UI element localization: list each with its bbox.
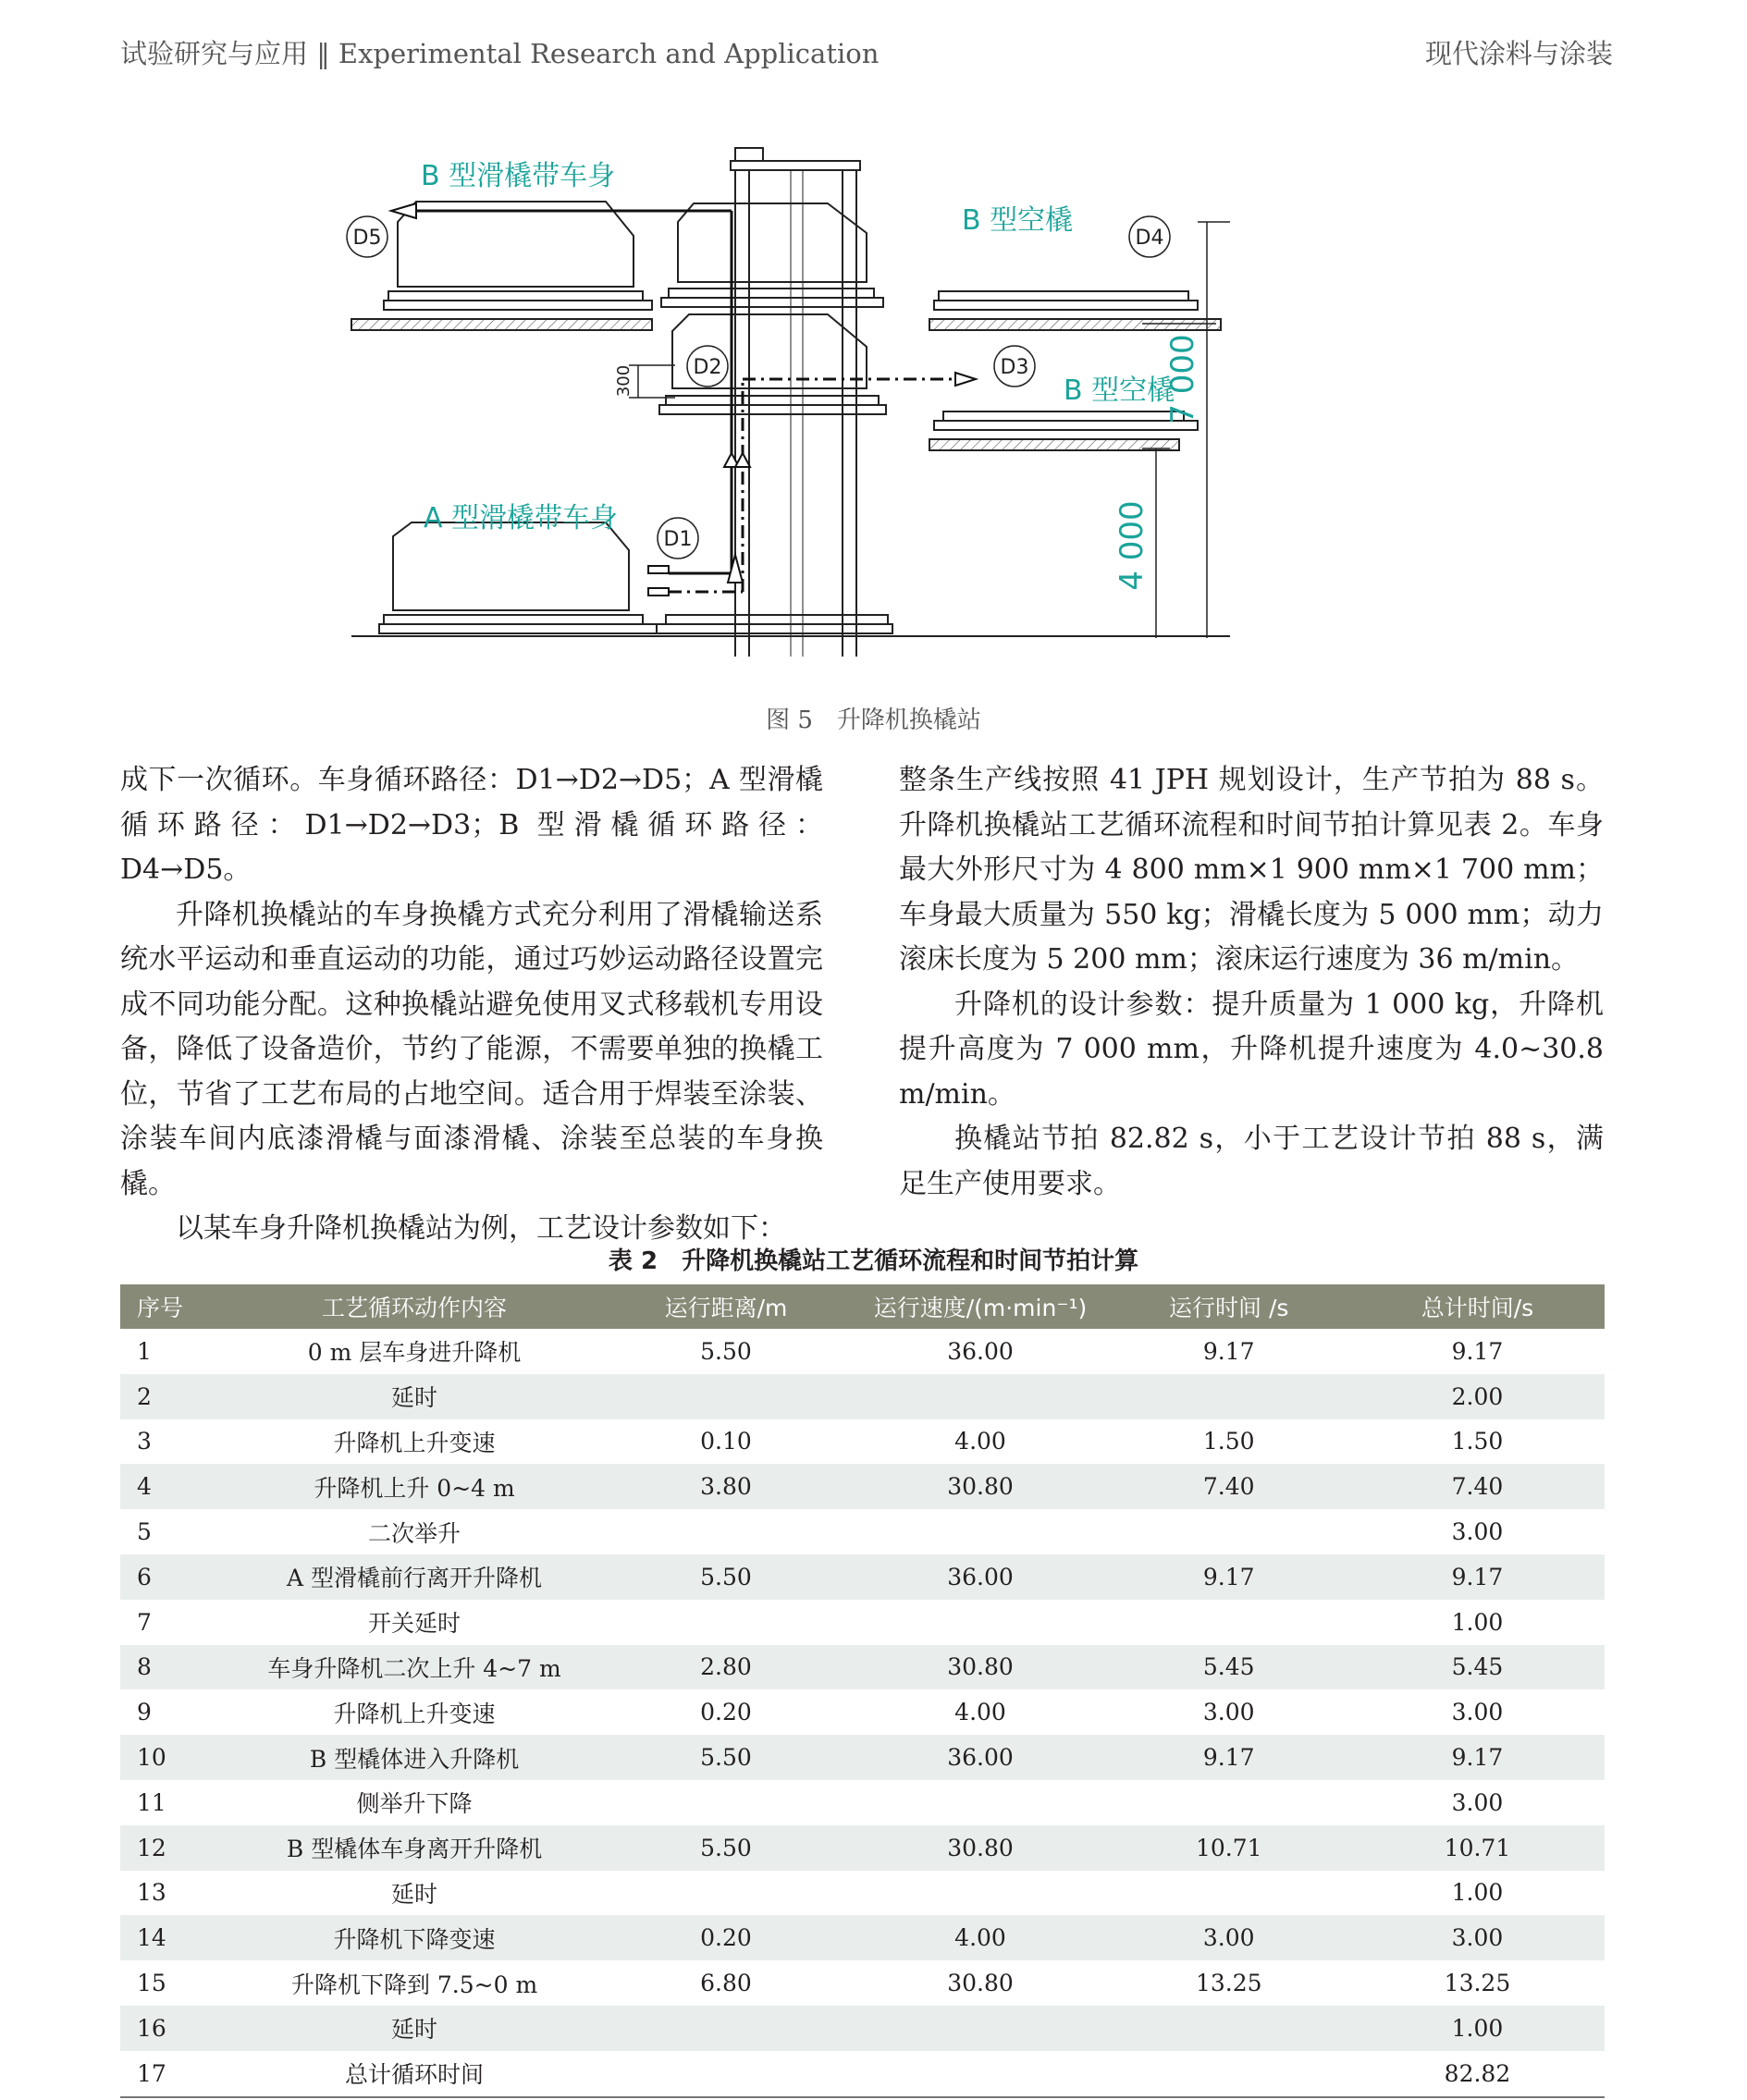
- table-row: [120, 1689, 1605, 1735]
- table-cell: 9: [137, 1699, 152, 1726]
- table-cell: 1.00: [1350, 2006, 1605, 2051]
- table-cell: 36.00: [947, 1337, 1014, 1365]
- table-cell: 升降机上升变速: [333, 1429, 496, 1456]
- table-cell: B 型橇体进入升降机: [230, 1735, 599, 1780]
- table-cell: 8: [120, 1645, 230, 1690]
- table-row: [120, 2006, 1605, 2051]
- dim-7000: 7 000: [1164, 334, 1201, 424]
- table-cell: [598, 2051, 853, 2097]
- dim-4000: 4 000: [1113, 500, 1150, 591]
- table-cell: 10.71: [1108, 1825, 1350, 1871]
- table-cell: 9.17: [1108, 1554, 1350, 1600]
- table-row: [120, 1600, 1605, 1645]
- table-row: [120, 1554, 1605, 1600]
- table-cell: 4: [120, 1464, 230, 1509]
- table-cell: 12: [120, 1825, 230, 1871]
- table-cell: 0.20: [598, 1915, 853, 1960]
- table-cell: 36.00: [854, 1554, 1108, 1600]
- table-cell: 3.00: [1451, 1699, 1504, 1726]
- table-cell: [1108, 1600, 1350, 1645]
- table-row: [120, 1419, 1605, 1465]
- table-cell: [854, 1871, 1108, 1916]
- table-row: [120, 1645, 1605, 1690]
- table-cell: 侧举升下降: [356, 1790, 473, 1818]
- table-cell: 10: [120, 1735, 230, 1780]
- svg-text:D1: D1: [663, 528, 693, 551]
- table-cell: 3.00: [1202, 1699, 1255, 1726]
- body-text-right-column: [899, 758, 1604, 1207]
- table-cell: [854, 1780, 1108, 1825]
- label-b-sled-body: B 型滑橇带车身: [421, 160, 616, 192]
- table-cell: [1108, 2006, 1350, 2051]
- table-cell: 1.00: [1451, 1879, 1504, 1907]
- label-b-empty-top: B 型空橇: [962, 204, 1074, 237]
- table-cell: [598, 1780, 853, 1825]
- table-cell: 2.80: [598, 1645, 853, 1690]
- node-d1: [658, 518, 698, 559]
- elevator-sled-exchange-diagram: [328, 129, 1309, 675]
- table-cell: 0.10: [700, 1428, 752, 1455]
- table-cell: 7.40: [1108, 1464, 1350, 1509]
- table-row: [120, 1374, 1605, 1419]
- table-cell: 9.17: [1202, 1337, 1255, 1365]
- table-cell: 0.20: [700, 1699, 752, 1726]
- table-cell: 1: [137, 1337, 152, 1365]
- table-cell: 13.25: [1195, 1970, 1262, 1997]
- table-cell: 4.00: [954, 1428, 1006, 1455]
- table-cell: 82.82: [1350, 2051, 1605, 2097]
- table-cell: 6.80: [700, 1970, 752, 1997]
- table-cell: 3.00: [1451, 1518, 1504, 1546]
- table-cell: 总计循环时间: [230, 2051, 599, 2097]
- table-cell: 5.45: [1108, 1645, 1350, 1690]
- svg-text:D3: D3: [1000, 356, 1029, 379]
- table-cell: 1.00: [1451, 1608, 1504, 1636]
- table-cell: [854, 1509, 1108, 1554]
- table-cell: [1108, 1871, 1350, 1916]
- table-header-row: [120, 1284, 1605, 1329]
- table-cell: [598, 1374, 853, 1419]
- paragraph: 整条生产线按照 41 JPH 规划设计，生产节拍为 88 s。升降机换橇站工艺循环流程和时间节拍计算见表 2。车身最大外形尺寸为 4 800 mm×1 900 mm×1 700 mm；车身最大质量为 550 kg；滑橇长度为 5 000 mm；动力滚床长度为 5 200 mm；滚床运行速度为 36 m/min。: [899, 764, 1604, 976]
- table-cell: 11: [137, 1788, 166, 1816]
- table-cell: 延时: [230, 2006, 599, 2051]
- table-cell: [1108, 1780, 1350, 1825]
- table-cell: 2: [120, 1374, 230, 1419]
- elevator-tower: [731, 148, 860, 657]
- figure-caption: 图 5 升降机换橇站: [766, 706, 981, 734]
- table-cell: 4.00: [954, 1699, 1006, 1726]
- table-cell: 5.50: [700, 1337, 752, 1365]
- node-d2: [687, 346, 728, 387]
- body-text-left-column: [120, 758, 823, 1252]
- table-cell: [1108, 1374, 1350, 1419]
- table-row: [120, 1509, 1605, 1554]
- table-row: [120, 1960, 1605, 2006]
- table-cell: [1108, 2051, 1350, 2097]
- table-cell: 30.80: [854, 1825, 1108, 1871]
- table-cell: 4.00: [854, 1915, 1108, 1960]
- table-cell: 5: [137, 1518, 152, 1546]
- table-row: [120, 2051, 1605, 2097]
- table-cell: 17: [120, 2051, 230, 2097]
- table-row: [120, 1735, 1605, 1780]
- table-cell: 14: [120, 1915, 230, 1960]
- table-cell: [598, 2006, 853, 2051]
- table-cell: 3.00: [1108, 1915, 1350, 1960]
- table-cell: 车身升降机二次上升 4~7 m: [230, 1645, 599, 1690]
- table-cell: 1.50: [1451, 1428, 1504, 1455]
- table-row: [120, 1464, 1605, 1509]
- table-cell: 开关延时: [368, 1610, 461, 1638]
- table-cell: 9.17: [1350, 1554, 1605, 1600]
- paragraph: 换橇站节拍 82.82 s，小于工艺设计节拍 88 s，满足生产使用要求。: [899, 1123, 1604, 1200]
- table-cell: [854, 2006, 1108, 2051]
- table-cell: 5.50: [598, 1554, 853, 1600]
- node-d4: [1129, 216, 1170, 257]
- table-cell: 36.00: [854, 1735, 1108, 1780]
- table-cell: 30.80: [947, 1970, 1014, 1997]
- dim-300: 300: [614, 364, 634, 398]
- table-cell: [598, 1509, 853, 1554]
- svg-text:D5: D5: [352, 227, 382, 250]
- table-cell: 3.00: [1350, 1915, 1605, 1960]
- svg-text:D2: D2: [693, 356, 722, 379]
- table-cell: [854, 2051, 1108, 2097]
- table-cell: 15: [137, 1970, 166, 1997]
- node-d5: [347, 216, 388, 257]
- table-cell: 3.80: [598, 1464, 853, 1509]
- running-header-right: 现代涂料与涂装: [1424, 38, 1613, 69]
- table-cell: 30.80: [854, 1645, 1108, 1690]
- table-cell: 1.50: [1202, 1428, 1255, 1455]
- table-cell: 升降机上升 0~4 m: [230, 1464, 599, 1509]
- table-cell: 5.50: [598, 1735, 853, 1780]
- node-d3: [994, 346, 1035, 387]
- table-cell: [854, 1374, 1108, 1419]
- table-cell: B 型橇体车身离开升降机: [230, 1825, 599, 1871]
- table-cell: 9.17: [1108, 1735, 1350, 1780]
- table-cell: 0 m 层车身进升降机: [307, 1339, 522, 1367]
- table-row: [120, 1780, 1605, 1825]
- table-cell: 16: [120, 2006, 230, 2051]
- cycle-time-table: [120, 1284, 1605, 2098]
- table-title: 表 2 升降机换橇站工艺循环流程和时间节拍计算: [608, 1247, 1139, 1275]
- table-row: [120, 1825, 1605, 1871]
- col-header: 工艺循环动作内容: [230, 1284, 599, 1329]
- table-cell: 13: [137, 1879, 166, 1907]
- table-cell: 延时: [230, 1374, 599, 1419]
- table-cell: 13.25: [1444, 1970, 1511, 1997]
- table-cell: 3: [137, 1428, 152, 1455]
- elevator-upper-car: [661, 203, 883, 307]
- label-a-sled-body: A 型滑橇带车身: [424, 502, 619, 534]
- table-cell: 延时: [391, 1880, 438, 1908]
- table-cell: 2.00: [1350, 1374, 1605, 1419]
- col-header: 运行时间 /s: [1108, 1284, 1350, 1329]
- table-cell: 5.50: [598, 1825, 853, 1871]
- table-cell: [1108, 1509, 1350, 1554]
- label-b-empty-mid: B 型空橇: [1064, 375, 1175, 407]
- paragraph: 升降机的设计参数：提升质量为 1 000 kg，升降机提升高度为 7 000 mm，升降机提升速度为 4.0~30.8 m/min。: [899, 988, 1604, 1111]
- col-header: 运行速度/(m·min⁻¹): [854, 1284, 1108, 1329]
- col-header: 总计时间/s: [1350, 1284, 1605, 1329]
- table-cell: 二次举升: [368, 1519, 461, 1547]
- svg-text:D4: D4: [1135, 227, 1164, 250]
- table-row: [120, 1329, 1605, 1374]
- col-header: 运行距离/m: [598, 1284, 853, 1329]
- table-cell: 7.40: [1350, 1464, 1605, 1509]
- table-cell: 5.45: [1350, 1645, 1605, 1690]
- paragraph: 升降机换橇站的车身换橇方式充分利用了滑橇输送系统水平运动和垂直运动的功能，通过巧妙运动路径设置完成不同功能分配。这种换橇站避免使用叉式移载机专用设备，降低了设备造价，节约了能源，不需要单独的换橇工位，节省了工艺布局的占地空间。适合用于焊装至涂装、涂装车间内底漆滑橇与面漆滑橇、涂装至总装的车身换橇。: [120, 898, 823, 1200]
- arrow-to-d3: [955, 373, 976, 386]
- table-cell: 升降机上升变速: [333, 1700, 496, 1727]
- paragraph: 以某车身升降机换橇站为例，工艺设计参数如下：: [176, 1212, 786, 1245]
- a-sled-path-d1-d2-d3: [669, 379, 966, 592]
- upper-left-level: [351, 202, 652, 330]
- table-cell: [598, 1600, 853, 1645]
- table-cell: 3.00: [1451, 1788, 1504, 1816]
- table-cell: 10.71: [1350, 1825, 1605, 1871]
- table-cell: 7: [137, 1608, 152, 1636]
- table-row: [120, 1871, 1605, 1916]
- table-cell: [854, 1600, 1108, 1645]
- table-cell: 9.17: [1350, 1735, 1605, 1780]
- table-cell: 30.80: [854, 1464, 1108, 1509]
- col-header: 序号: [120, 1284, 230, 1329]
- paragraph: 成下一次循环。车身循环路径：D1→D2→D5；A 型滑橇循环路径：D1→D2→D3；B 型滑橇循环路径：D4→D5。: [120, 764, 823, 886]
- table-row: [120, 1915, 1605, 1960]
- table-cell: 升降机下降到 7.5~0 m: [290, 1971, 538, 1998]
- table-cell: 6: [120, 1554, 230, 1600]
- table-cell: A 型滑橇前行离开升降机: [230, 1554, 599, 1600]
- running-header-left: 试验研究与应用 ‖ Experimental Research and Application: [120, 38, 880, 69]
- table-cell: 9.17: [1451, 1337, 1504, 1365]
- middle-right-level: [929, 411, 1198, 450]
- table-cell: [598, 1871, 853, 1916]
- table-cell: 升降机下降变速: [230, 1915, 599, 1960]
